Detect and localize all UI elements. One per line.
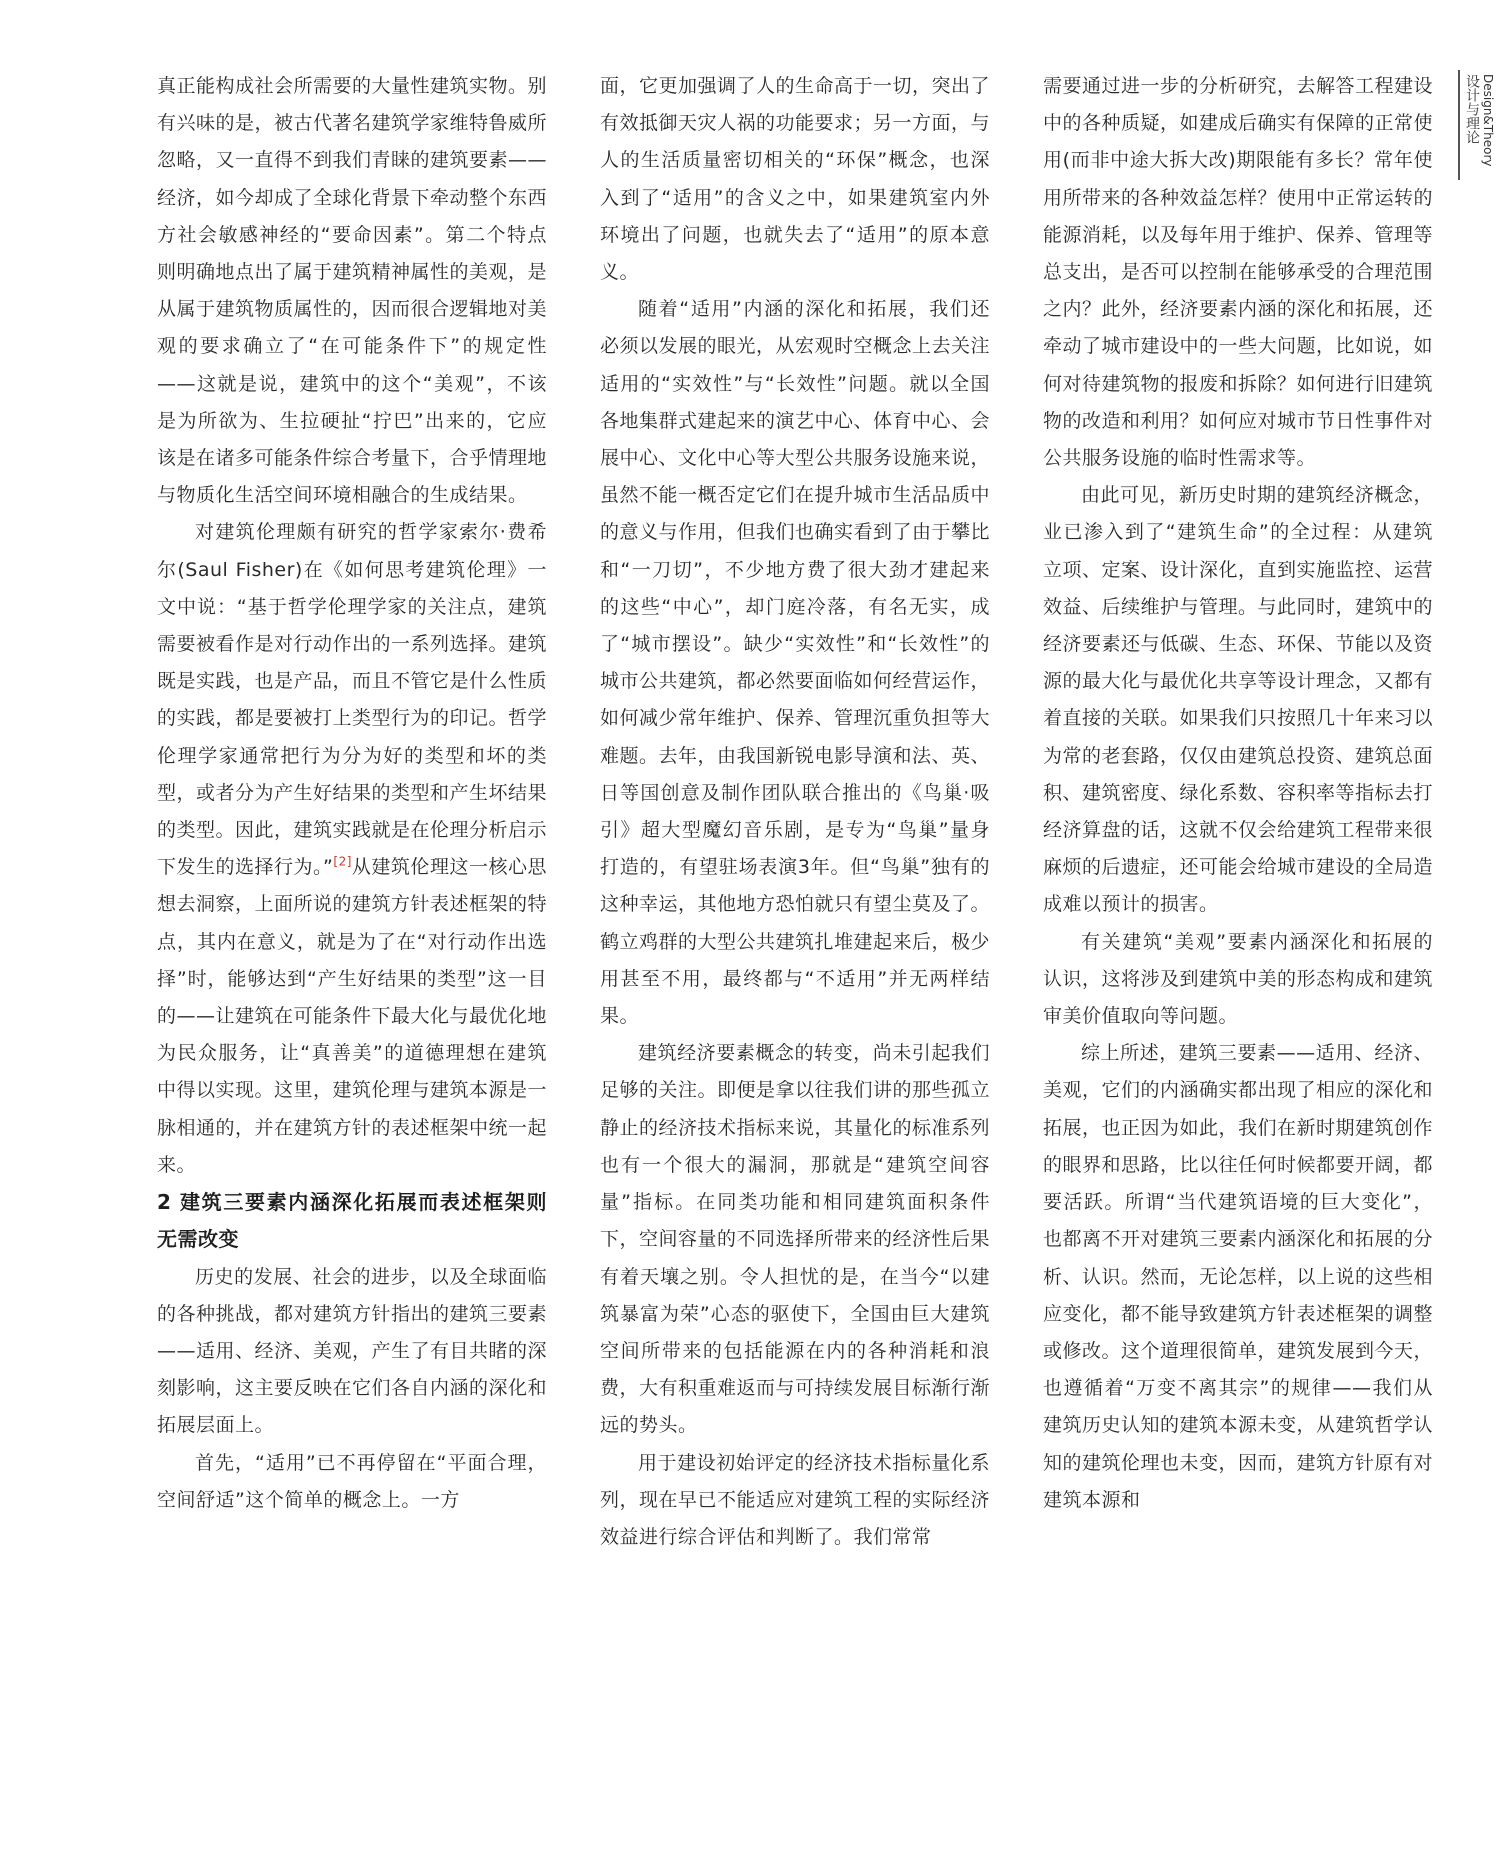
text-column-3 [1043,68,1433,1519]
paragraph: 综上所述，建筑三要素——适用、经济、美观，它们的内涵确实都出现了相应的深化和拓展，也正因为如此，我们在新时期建筑创作的眼界和思路，比以往任何时候都要开阔，都要活跃。所谓“当代建筑语境的巨大变化”，也都离不开对建筑三要素内涵深化和拓展的分析、认识。然而，无论怎样，以上说的这些相应变化，都不能导致建筑方针表述框架的调整或修改。这个道理很简单，建筑发展到今天，也遵循着“万变不离其宗”的规律——我们从建筑历史认知的建筑本源未变，从建筑哲学认知的建筑伦理也未变，因而，建筑方针原有对建筑本源和 [1043,1042,1434,1511]
paragraph: 真正能构成社会所需要的大量性建筑实物。别有兴味的是，被古代著名建筑学家维特鲁威所忽略，又一直得不到我们青睐的建筑要素——经济，如今却成了全球化背景下牵动整个东西方社会敏感神经的“要命因素”。第二个特点则明确地点出了属于建筑精神属性的美观，是从属于建筑物质属性的，因而很合逻辑地对美观的要求确立了“在可能条件下”的规定性——这就是说，建筑中的这个“美观”，不该是为所欲为、生拉硬扯“拧巴”出来的，它应该是在诸多可能条件综合考量下，合乎情理地与物质化生活空间环境相融合的生成结果。 [157,75,548,507]
paragraph: 用于建设初始评定的经济技术指标量化系列，现在早已不能适应对建筑工程的实际经济效益进行综合评估和判断了。我们常常 [600,1451,991,1548]
paragraph: 由此可见，新历史时期的建筑经济概念，业已渗入到了“建筑生命”的全过程：从建筑立项、定案、设计深化，直到实施监控、运营效益、后续维护与管理。与此同时，建筑中的经济要素还与低碳、生态、环保、节能以及资源的最大化与最优化共享等设计理念，又都有着直接的关联。如果我们只按照几十年来习以为常的老套路，仅仅由建筑总投资、建筑总面积、建筑密度、绿化系数、容积率等指标去打经济算盘的话，这就不仅会给建筑工程带来很麻烦的后遗症，还可能会给城市建设的全局造成难以预计的损害。 [1043,484,1434,916]
section-tab-label-cn: 设计与理论 [1464,74,1480,144]
paragraph-text: 对建筑伦理颇有研究的哲学家索尔·费希尔(Saul Fisher)在《如何思考建筑伦理》一文中说：“基于哲学伦理学家的关注点，建筑需要被看作是对行动作出的一系列选择。建筑既是实践，也是产品，而且不管它是什么性质的实践，都是要被打上类型行为的印记。哲学伦理学家通常把行为分为好的类型和坏的类型，或者分为产生好结果的类型和产生坏结果的类型。因此，建筑实践就是在伦理分析启示下发生的选择行为。” [157,521,548,879]
section-heading: 2 建筑三要素内涵深化拓展而表述框架则无需改变 [157,1190,547,1252]
paragraph: 建筑经济要素概念的转变，尚未引起我们足够的关注。即便是拿以往我们讲的那些孤立静止的经济技术指标来说，其量化的标准系列也有一个很大的漏洞，那就是“建筑空间容量”指标。在同类功能和相同建筑面积条件下，空间容量的不同选择所带来的经济性后果有着天壤之别。令人担忧的是，在当今“以建筑暴富为荣”心态的驱使下，全国由巨大建筑空间所带来的包括能源在内的各种消耗和浪费，大有积重难返而与可持续发展目标渐行渐远的势头。 [600,1042,991,1437]
paragraph: 需要通过进一步的分析研究，去解答工程建设中的各种质疑，如建成后确实有保障的正常使用(而非中途大拆大改)期限能有多长？常年使用所带来的各种效益怎样？使用中正常运转的能源消耗，以及每年用于维护、保养、管理等总支出，是否可以控制在能够承受的合理范围之内？此外，经济要素内涵的深化和拓展，还牵动了城市建设中的一些大问题，比如说，如何对待建筑物的报废和拆除？如何进行旧建筑物的改造和利用？如何应对城市节日性事件对公共服务设施的临时性需求等。 [1043,75,1434,470]
paragraph: 首先，“适用”已不再停留在“平面合理，空间舒适”这个简单的概念上。一方 [157,1451,547,1511]
paragraph: 随着“适用”内涵的深化和拓展，我们还必须以发展的眼光，从宏观时空概念上去关注适用的“实效性”与“长效性”问题。就以全国各地集群式建起来的演艺中心、体育中心、会展中心、文化中心等大型公共服务设施来说，虽然不能一概否定它们在提升城市生活品质中的意义与作用，但我们也确实看到了由于攀比和“一刀切”，不少地方费了很大劲才建起来的这些“中心”，却门庭冷落，有名无实，成了“城市摆设”。缺少“实效性”和“长效性”的城市公共建筑，都必然要面临如何经营运作，如何减少常年维护、保养、管理沉重负担等大难题。去年，由我国新锐电影导演和法、英、日等国创意及制作团队联合推出的《鸟巢·吸引》超大型魔幻音乐剧，是专为“鸟巢”量身打造的，有望驻场表演3年。但“鸟巢”独有的这种幸运，其他地方恐怕就只有望尘莫及了。鹤立鸡群的大型公共建筑扎堆建起来后，极少用甚至不用，最终都与“不适用”并无两样结果。 [600,298,991,1028]
paragraph: 有关建筑“美观”要素内涵深化和拓展的认识，这将涉及到建筑中美的形态构成和建筑审美价值取向等问题。 [1043,930,1434,1028]
paragraph-text: 从建筑伦理这一核心思想去洞察，上面所说的建筑方针表述框架的特点，其内在意义，就是为了在“对行动作出选择”时，能够达到“产生好结果的类型”这一目的——让建筑在可能条件下最大化与最优化地为民众服务，让“真善美”的道德理想在建筑中得以实现。这里，建筑伦理与建筑本源是一脉相通的，并在建筑方针的表述框架中统一起来。 [157,856,548,1176]
text-column-1 [157,68,547,1519]
paragraph [157,514,547,1184]
section-tab-label-en: Design&Theory [1481,74,1495,167]
citation-ref[interactable]: [2] [333,854,352,869]
text-column-2 [600,68,990,1556]
paragraph: 历史的发展、社会的进步，以及全球面临的各种挑战，都对建筑方针指出的建筑三要素——适用、经济、美观，产生了有目共睹的深刻影响，这主要反映在它们各自内涵的深化和拓展层面上。 [157,1265,548,1437]
section-tab [1458,70,1500,170]
paragraph: 面，它更加强调了人的生命高于一切，突出了有效抵御天灾人祸的功能要求；另一方面，与人的生活质量密切相关的“环保”概念，也深入到了“适用”的含义之中，如果建筑室内外环境出了问题，也就失去了“适用”的原本意义。 [600,75,991,284]
section-tab-bar [1458,70,1460,180]
